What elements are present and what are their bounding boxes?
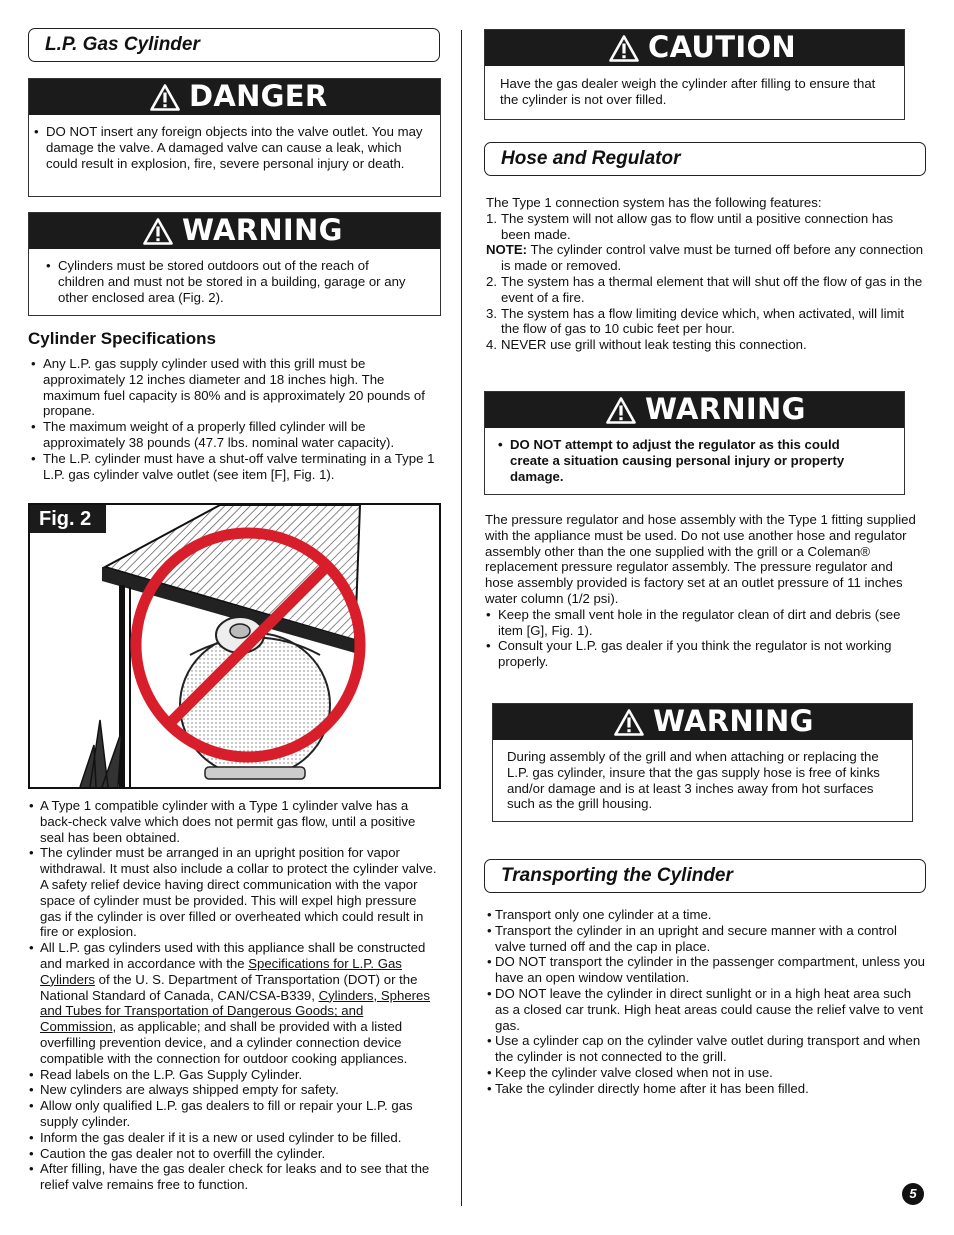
danger-bar [29, 79, 440, 115]
warning-title: WARNING [645, 392, 806, 427]
dangerous-goods-reference: Cylinders, Spheres and Tubes for Transportation of Dangerous Goods; and Commission [40, 987, 430, 1035]
transporting-cylinder-heading: Transporting the Cylinder [484, 859, 926, 893]
list-item: • Keep the cylinder valve closed when not in use. [486, 1065, 926, 1081]
list-item: • Take the cylinder directly home after it has been filled. [486, 1081, 926, 1097]
list-item: • Caution the gas dealer not to overfill the cylinder. [28, 1146, 440, 1162]
regulator-warning-body [485, 428, 904, 492]
list-item: • Any L.P. gas supply cylinder used with this grill must be approximately 12 inches diameter and 18 inches high. The maximum fuel capacity is 80% and is approximately 20 pounds of propane. [30, 356, 440, 419]
cylinder-valve-icon [230, 624, 250, 638]
list-item: • All L.P. gas cylinders used with this appliance shall be constructed and marked in accordance with the Specifications for L.P. Gas Cylinders of the U. S. Department of Transportation (DOT) or the National Standard of Canada, CAN/CSA-B339, Cylinders, Spheres and Tubes for Transportation of Dangerous Goods; and Commission, as applicable; and shall be provided with a listed overfilling prevention device, and a cylinder connection device compatible with the connection for outdoor cooking appliances. [28, 940, 440, 1066]
warning-storage-text: • Cylinders must be stored outdoors out of the reach of children and must not be stored in a building, garage or any other enclosed area (Fig. 2). [45, 258, 416, 305]
regulator-warning-text: • DO NOT attempt to adjust the regulator as this could create a situation causing personal injury or property damage. [497, 437, 874, 484]
list-item: 3. The system has a flow limiting device which, when activated, will limit the flow of gas to 10 cubic feet per hour. [486, 305, 905, 337]
warning-triangle-icon [609, 35, 639, 62]
regulator-info [485, 512, 925, 670]
caution-title: CAUTION [648, 30, 796, 65]
specifications-reference: Specifications for L.P. Gas Cylinders [40, 955, 402, 987]
list-item: 4. NEVER use grill without leak testing this connection. [486, 337, 807, 353]
list-item: • The maximum weight of a properly filled cylinder will be approximately 38 pounds (47.7 lbs. nominal water capacity). [30, 419, 440, 451]
list-item: • DO NOT transport the cylinder in the passenger compartment, unless you have an open window ventilation. [486, 954, 926, 986]
warning-title: WARNING [182, 213, 343, 248]
list-item: • Consult your L.P. gas dealer if you think the regulator is not working properly. [485, 638, 925, 670]
hose-warning-body [493, 740, 912, 820]
hose-and-regulator-heading: Hose and Regulator [484, 142, 926, 176]
caution-text: Have the gas dealer weigh the cylinder after filling to ensure that the cylinder is not over filled. [500, 76, 876, 107]
danger-title: DANGER [189, 79, 328, 114]
fig-2-illustration [28, 503, 441, 789]
caution-bar [485, 30, 904, 66]
warning-triangle-icon [614, 709, 644, 736]
danger-body [29, 115, 440, 179]
list-item: • Read labels on the L.P. Gas Supply Cylinder. [28, 1067, 440, 1083]
danger-text: • DO NOT insert any foreign objects into the valve outlet. You may damage the valve. A damaged valve can cause a leak, which could result in explosion, fire, severe personal injury or death. [33, 124, 428, 171]
caution-box [484, 29, 905, 120]
regulator-warning-box [484, 391, 905, 495]
type1-features [486, 195, 926, 353]
warning-storage-box [28, 212, 441, 316]
transport-list [486, 907, 926, 1097]
hose-warning-box [492, 703, 913, 822]
specs-list [30, 356, 440, 482]
cylinder-specifications-heading: Cylinder Specifications [28, 329, 216, 348]
warning-bar [29, 213, 440, 249]
grass-icon [80, 720, 122, 787]
caution-body [485, 66, 904, 116]
lp-gas-cylinder-heading: L.P. Gas Cylinder [28, 28, 440, 62]
page-number: 5 [902, 1183, 924, 1205]
warning-body [29, 249, 440, 313]
list-item: 2. The system has a thermal element that will shut off the flow of gas in the event of a fire. [486, 273, 923, 305]
list-item: • Allow only qualified L.P. gas dealers to fill or repair your L.P. gas supply cylinder. [28, 1098, 440, 1130]
warning-triangle-icon [150, 84, 180, 111]
list-item: • Transport the cylinder in an upright and secure manner with a control valve turned off and the cap in place. [486, 923, 926, 955]
list-item: • After filling, have the gas dealer check for leaks and to see that the relief valve remains free to function. [28, 1161, 440, 1193]
note-item: NOTE: The cylinder control valve must be turned off before any connection is made or removed. [486, 242, 924, 274]
danger-box [28, 78, 441, 197]
list-item: • Use a cylinder cap on the cylinder valve outlet during transport and when the cylinder is not connected to the grill. [486, 1033, 926, 1065]
list-item: • DO NOT leave the cylinder in direct sunlight or in a high heat area such as a closed car trunk. High heat areas could cause the relief valve to vent gas. [486, 986, 926, 1033]
list-item: • A Type 1 compatible cylinder with a Type 1 cylinder valve has a back-check valve which does not permit gas flow, until a positive seal has been obtained. [28, 798, 440, 845]
warning-triangle-icon [606, 397, 636, 424]
no-indoor-storage-illustration [30, 505, 439, 787]
warning-title: WARNING [653, 704, 814, 739]
cylinder-requirements-list [28, 798, 440, 1193]
list-item: • The cylinder must be arranged in an upright position for vapor withdrawal. It must also include a collar to protect the cylinder valve. A safety relief device having direct communication with the vapor space of cylinder must be provided. This will expel high pressure gas if the cylinder is over filled or overheated which could result in fire or explosion. [28, 845, 440, 940]
list-item: • New cylinders are always shipped empty for safety. [28, 1082, 440, 1098]
warning-triangle-icon [143, 218, 173, 245]
warning-bar [493, 704, 912, 740]
regulator-paragraph: The pressure regulator and hose assembly with the Type 1 fitting supplied with the appliance must be used. Do not use another hose and regulator assembly other than the one supplied with the grill or a Coleman® replacement pressure regulator assembly. The pressure regulator and hose assembly provided is factory set at an outlet pressure of 11 inches water column (1/2 psi). [485, 512, 916, 606]
list-item: • Keep the small vent hole in the regulator clean of dirt and debris (see item [G], Fig. 1). [485, 607, 925, 639]
list-item: • Transport only one cylinder at a time. [486, 907, 926, 923]
list-item: • The L.P. cylinder must have a shut-off valve terminating in a Type 1 L.P. gas cylinder valve outlet (see item [F], Fig. 1). [30, 451, 440, 483]
type1-intro: The Type 1 connection system has the following features: [486, 195, 822, 210]
warning-bar [485, 392, 904, 428]
list-item: 1. The system will not allow gas to flow until a positive connection has been made. [486, 210, 894, 242]
column-divider [461, 30, 462, 1206]
list-item: • Inform the gas dealer if it is a new or used cylinder to be filled. [28, 1130, 440, 1146]
fig-2-label: Fig. 2 [30, 505, 106, 533]
hose-warning-text: During assembly of the grill and when attaching or replacing the L.P. gas cylinder, insure that the gas supply hose is free of kinks and/or damage and is at least 3 inches away from hot surfaces such as the grill housing. [507, 749, 880, 812]
